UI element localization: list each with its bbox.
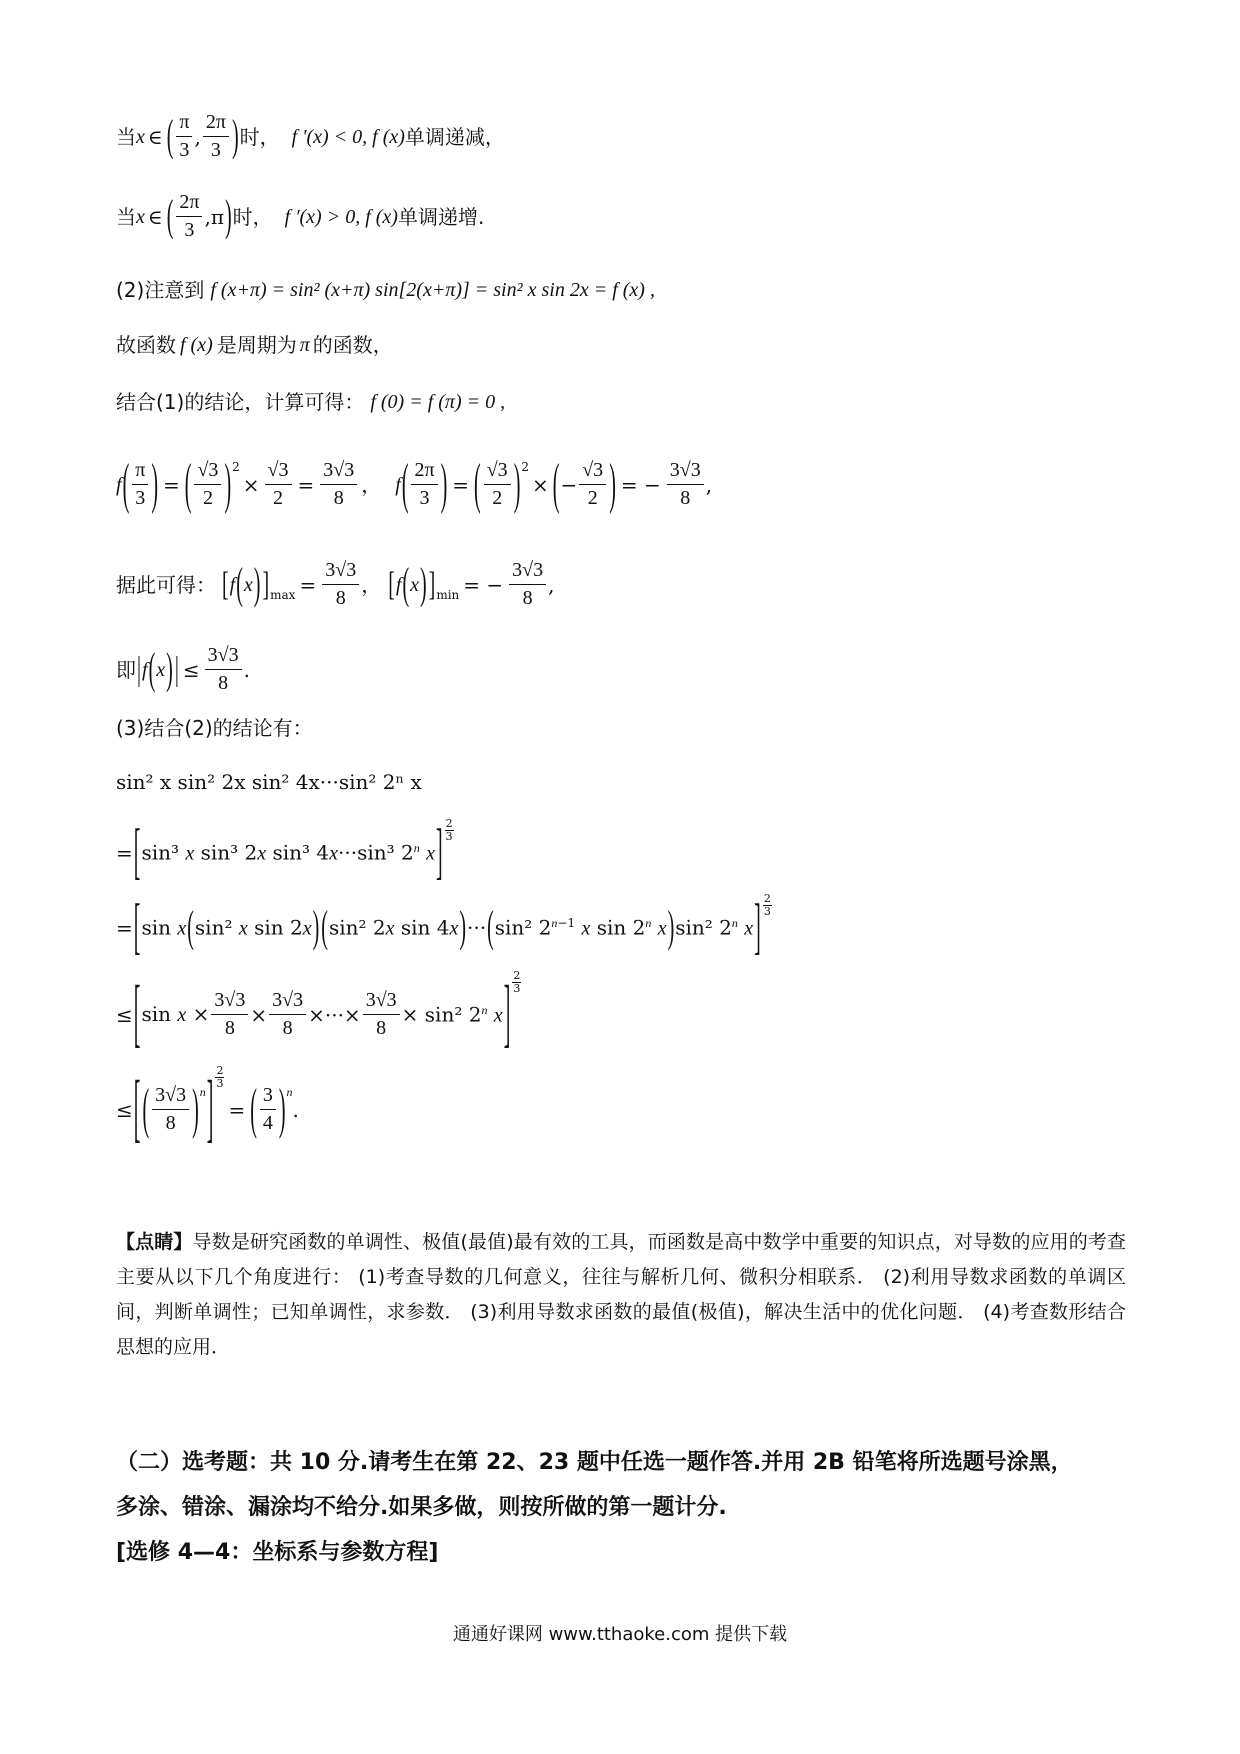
- bound-line: 即 | f ( x ) | ≤ $\frac{3√3}{8}$ .: [116, 644, 250, 694]
- bounded-product-line: ≤ [ sin x × $\frac{3√3}{8}$ × $\frac{3√3}{8}$ ×···× $\frac{3√3}{8}$ × sin² 2$^n$ x ] $\frac{2}{3}$: [116, 968, 521, 1057]
- sin-product: sin² x sin² 2x sin² 4x···sin² 2ⁿ x: [116, 770, 422, 794]
- text-part3: (3)结合(2)的结论有：: [116, 716, 313, 740]
- fraction-3sqrt3-8: $\frac{3√3}{8}$: [509, 560, 546, 609]
- product-expression-line: [116, 772, 422, 792]
- periodicity-line: [116, 280, 655, 300]
- in-symbol: ∈: [147, 124, 163, 149]
- text-function: 的函数，: [312, 333, 393, 357]
- derivative-condition: f '(x) < 0, f (x): [291, 125, 405, 148]
- text-note: (2)注意到: [116, 278, 205, 302]
- fraction-3sqrt3-8: $\frac{3√3}{8}$: [322, 560, 359, 609]
- right-paren: ): [231, 112, 239, 161]
- fraction-2pi-3: $\frac{2\pi}{3}$: [203, 112, 229, 161]
- periodicity-expression: f (x+π) = sin² (x+π) sin[2(x+π)] = sin² x sin 2x = f (x) ,: [210, 279, 655, 301]
- f-zero-expression: f (0) = f (π) = 0 ,: [370, 391, 506, 413]
- var-x: x: [136, 125, 145, 148]
- monotonic-increase-line: [116, 192, 484, 241]
- monotonic-decrease-line: 当 x ∈ ( $\frac{\pi}{3}$ , $\frac{2\pi}{3}$ ) 时， f '(x) < 0, f (x) 单调递减，: [116, 111, 505, 161]
- fraction-pi-3: $\frac{\pi}{3}$: [132, 460, 148, 509]
- fraction-3sqrt3-8: $\frac{3√3}{8}$: [269, 990, 306, 1039]
- text-period: 是周期为: [216, 333, 297, 357]
- fraction-sqrt3-2: $\frac{√3}{2}$: [579, 460, 606, 509]
- section-line-2: 多涂、错涂、漏涂均不给分.如果多做，则按所做的第一题计分.: [116, 1495, 727, 1520]
- fraction-3sqrt3-8: $\frac{3√3}{8}$: [320, 460, 357, 509]
- in-symbol: ∈: [147, 204, 163, 229]
- fraction-sqrt3-2: $\frac{√3}{2}$: [194, 460, 221, 509]
- extreme-values-line: f ( $\frac{\pi}{3}$ ) = ( $\frac{√3}{2}$ ) $^2$ × $\frac{√3}{2}$ = $\frac{3√3}{8}$ ， f ( $\frac{2\pi}{3}$ ) = ( $\frac{√3}{2}$ ) $^2$ × ( − $\frac{√3}{2}$ ) = − $\frac{3√3}{8}$ ,: [116, 453, 713, 516]
- fraction-sqrt3-2: $\frac{√3}{2}$: [265, 460, 292, 509]
- fraction-sqrt3-2: $\frac{√3}{2}$: [484, 460, 511, 509]
- var-x: x: [136, 205, 145, 228]
- max-min-line: 据此可得： [ f ( x ) ] $_{max}$ = $\frac{3√3}{8}$ ， [ f ( x ) ] $_{min}$ = − $\frac{3√3}{8}$ ,: [116, 559, 555, 609]
- function-fx: f (x): [180, 334, 213, 356]
- text-when: 当: [116, 124, 136, 149]
- part3-intro-line: [116, 718, 313, 738]
- text-hence: 故函数: [116, 333, 176, 357]
- compute-values-line: [116, 392, 505, 412]
- derivative-condition: f '(x) > 0, f (x): [284, 205, 398, 228]
- section-heading: [116, 1440, 1126, 1575]
- interval-end: ,π: [204, 204, 224, 229]
- final-bound-line: ≤ [ ( $\frac{3√3}{8}$ ) $^n$ ] $\frac{2}{3}$ = ( $\frac{3}{4}$ ) $^n$ .: [116, 1063, 299, 1152]
- fraction-3sqrt3-8: $\frac{3√3}{8}$: [363, 990, 400, 1039]
- min-subscript: min: [436, 587, 460, 602]
- text-then: 时，: [232, 204, 273, 229]
- comment-label: 【点睛】: [116, 1231, 193, 1253]
- page-footer: 通通好课网 www.tthaoke.com 提供下载: [452, 1624, 788, 1645]
- fraction-2pi-3: $\frac{2\pi}{3}$: [176, 192, 202, 241]
- monotonic-text: 单调递增.: [397, 204, 485, 229]
- monotonic-text: 单调递减，: [404, 124, 505, 149]
- right-paren: ): [225, 192, 232, 241]
- fraction-3sqrt3-8: $\frac{3√3}{8}$: [667, 460, 704, 509]
- text-therefore: 据此可得：: [116, 572, 216, 597]
- comment-text: 导数是研究函数的单调性、极值(最值)最有效的工具，而函数是高中数学中重要的知识点，对导数的应用的考查主要从以下几个角度进行： (1)考查导数的几何意义，往往与解析几何、微积分相联系． (2)利用导数求函数的单调区间，判断单调性；已知单调性，求参数． (3)利用导数求函数的最值(极值)，解决生活中的优化问题． (4)考查数形结合思想的应用．: [116, 1231, 1126, 1358]
- pi-symbol: π: [299, 334, 310, 356]
- fraction-3sqrt3-8: $\frac{3√3}{8}$: [205, 645, 242, 694]
- grouped-expression-line: = [ sin x(sin² x sin 2x) (sin² 2x sin 4x)···(sin² $2^{n-1}$ x sin 2$^n$ x)sin² 2$^n$ x ] $\frac{2}{3}$: [116, 892, 771, 962]
- fraction-3sqrt3-8: $\frac{3√3}{8}$: [211, 990, 248, 1039]
- left-paren: (: [166, 192, 174, 241]
- text-combine: 结合(1)的结论，计算可得：: [116, 390, 365, 414]
- fraction-3sqrt3-8: $\frac{3√3}{8}$: [152, 1085, 189, 1134]
- period-statement-line: [116, 335, 393, 355]
- text-namely: 即: [116, 657, 136, 682]
- section-line-3: [选修 4—4：坐标系与参数方程]: [116, 1540, 439, 1565]
- text-then: 时，: [239, 124, 280, 149]
- max-subscript: max: [270, 587, 296, 602]
- section-line-1: （二）选考题：共 10 分.请考生在第 22、23 题中任选一题作答.并用 2B 铅笔将所选题号涂黑，: [116, 1450, 1073, 1475]
- text-when: 当: [116, 204, 136, 229]
- fraction-2pi-3: $\frac{2\pi}{3}$: [411, 460, 437, 509]
- left-paren: (: [166, 112, 174, 161]
- comment-paragraph: [116, 1225, 1126, 1365]
- fraction-3-4: $\frac{3}{4}$: [260, 1085, 276, 1134]
- fraction-pi-3: $\frac{\pi}{3}$: [176, 112, 192, 161]
- cubed-expression-line: = [ sin³ x sin³ 2x sin³ 4x···sin³ 2$^n$ x ] $\frac{2}{3}$: [116, 817, 453, 887]
